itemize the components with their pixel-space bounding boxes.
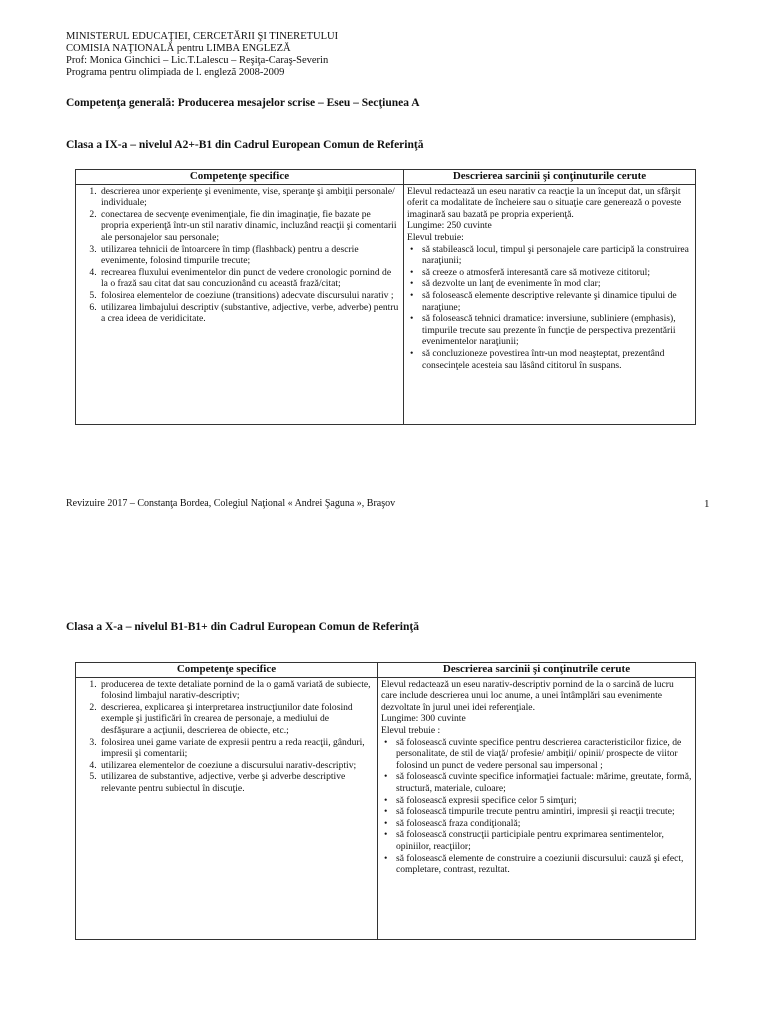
section1-title: Clasa a IX-a – nivelul A2+-B1 din Cadrul European Comun de Referinţă [66, 139, 424, 151]
list-item: • să concluzioneze povestirea într-un mod neaşteptat, prezentând consecinţele acesteia sau lăsând cititorul în suspans. [419, 348, 692, 371]
header-line-author: Prof: Monica Ginchici – Lic.T.Lalescu – Reşiţa-Caraş-Severin [66, 55, 329, 66]
list-item: 6. utilizarea limbajului descriptiv (substantive, adjective, verbe, adverbe) pentru a crea ideea de veridicitate. [99, 302, 400, 325]
list-item: • să folosească cuvinte specifice informaţiei factuale: mărime, greutate, formă, structură, materiale, culoare; [393, 771, 692, 794]
section1-requirements-list [407, 244, 692, 372]
list-item: 3. utilizarea tehnicii de întoarcere în timp (flashback) pentru a descrie evenimente, folosind timpurile trecute; [99, 244, 400, 267]
list-item: • să stabilească locul, timpul şi personajele care participă la construirea naraţiunii; [419, 244, 692, 267]
list-item: 1. producerea de texte detaliate pornind de la o gamă variată de subiecte, folosind limbajul narativ-descriptiv; [99, 679, 374, 702]
list-item: • să folosească fraza condiţională; [393, 818, 692, 830]
section2-competences-list [79, 679, 374, 795]
section2-competences-cell [76, 677, 378, 939]
section2-task-cell [378, 677, 696, 939]
list-item: 4. recrearea fluxului evenimentelor din punct de vedere cronologic pornind de la o frază sau citat dat sau concuzionând cu această frază/citat; [99, 267, 400, 290]
list-item: • să folosească tehnici dramatice: inversiune, subliniere (emphasis), timpurile trecute sau prezente în funcţie de perspectiva prezentării evenimentelor naraţiunii; [419, 313, 692, 348]
list-item: • să folosească expresii specifice celor 5 simţuri; [393, 795, 692, 807]
list-item: • să folosească cuvinte specifice pentru descrierea caracteristicilor fizice, de personalitate, de stil de viaţă/ profesie/ ambiţii/ opinii/ prospecte de viitor folosind un punct de vedere personal sau impersonal ; [393, 737, 692, 772]
section2-length: Lungime: 300 cuvinte [381, 713, 466, 725]
section2-col2-header: Descrierea sarcinii şi conţinutrile cerute [378, 663, 696, 678]
list-item: • să folosească elemente descriptive relevante şi dinamice tipului de naraţiune; [419, 290, 692, 313]
section1-task-cell [404, 184, 696, 424]
list-item: 4. utilizarea elementelor de coeziune a discursului narativ-descriptiv; [99, 760, 374, 772]
list-item: • să folosească elemente de construire a coeziunii discursului: cauză şi efect, completare, contrast, rezultat. [393, 853, 692, 876]
list-item: • să dezvolte un lanţ de evenimente în mod clar; [419, 278, 692, 290]
page-number: 1 [704, 498, 710, 510]
list-item: • să folosească construcţii participiale pentru exprimarea sentimentelor, opiniilor, reacţiilor; [393, 829, 692, 852]
list-item: 2. descrierea, explicarea şi interpretarea instrucţiunilor date folosind exemple şi justificări în crearea de personaje, a mediului de desfăşurare a acţiunii, descrierea de obiecte, etc.; [99, 702, 374, 737]
header-line-program: Programa pentru olimpiada de l. engleză 2008-2009 [66, 67, 285, 78]
general-competence-heading: Competenţa generală: Producerea mesajelor scrise – Eseu – Secţiunea A [66, 97, 420, 109]
list-item: 1. descrierea unor experienţe şi evenimente, vise, speranţe şi ambiţii personale/ individuale; [99, 186, 400, 209]
section1-competences-list [79, 186, 400, 325]
section1-competences-cell [76, 184, 404, 424]
document-header [66, 31, 338, 79]
section1-col2-header: Descrierea sarcinii şi conţinuturile cerute [404, 170, 696, 185]
list-item: • să folosească timpurile trecute pentru amintiri, impresii şi reacţii trecute; [393, 806, 692, 818]
list-item: • să creeze o atmosferă interesantă care să motiveze cititorul; [419, 267, 692, 279]
page-footer: Revizuire 2017 – Constanţa Bordea, Colegiul Naţional « Andrei Şaguna », Braşov [66, 498, 396, 509]
section2-requirements-list [381, 737, 692, 876]
section1-task-intro: Elevul redactează un eseu narativ ca reacţie la un început dat, un sfârşit oferit ca modalitate de încheiere sau o situaţie care generează o poveste imaginară sau bazată pe propria experienţă. [407, 185, 682, 220]
section2-title: Clasa a X-a – nivelul B1-B1+ din Cadrul European Comun de Referinţă [66, 621, 419, 633]
header-line-commission: COMISIA NAŢIONALĂ pentru LIMBA ENGLEZĂ [66, 43, 291, 54]
list-item: 2. conectarea de secvenţe evenimenţiale, fie din imaginaţie, fie bazate pe propria experienţă într-un stil narativ dinamic, incluzând reacţii şi comentarii ale personajelor sau personale; [99, 209, 400, 244]
section2-table [75, 662, 696, 940]
section2-task-intro: Elevul redactează un eseu narativ-descriptiv pornind de la o sarcină de lucru care include descrierea unui loc anume, a unei întâmplări sau evenimente dezvoltate în jurul unei idei referenţiale. [381, 678, 674, 713]
list-item: 5. folosirea elementelor de coeziune (transitions) adecvate discursului narativ ; [99, 290, 400, 302]
section2-must: Elevul trebuie : [381, 724, 441, 736]
section1-must: Elevul trebuie: [407, 231, 464, 243]
header-line-ministry: MINISTERUL EDUCAŢIEI, CERCETĂRII ŞI TINERETULUI [66, 31, 339, 42]
section2-col1-header: Competenţe specifice [76, 663, 378, 678]
list-item: 5. utilizarea de substantive, adjective, verbe şi adverbe descriptive relevante pentru subiectul în discuţie. [99, 771, 374, 794]
list-item: 3. folosirea unei game variate de expresii pentru a reda reacţii, gânduri, impresii şi comentarii; [99, 737, 374, 760]
section1-length: Lungime: 250 cuvinte [407, 220, 492, 232]
section1-table [75, 169, 696, 425]
section1-col1-header: Competenţe specifice [76, 170, 404, 185]
